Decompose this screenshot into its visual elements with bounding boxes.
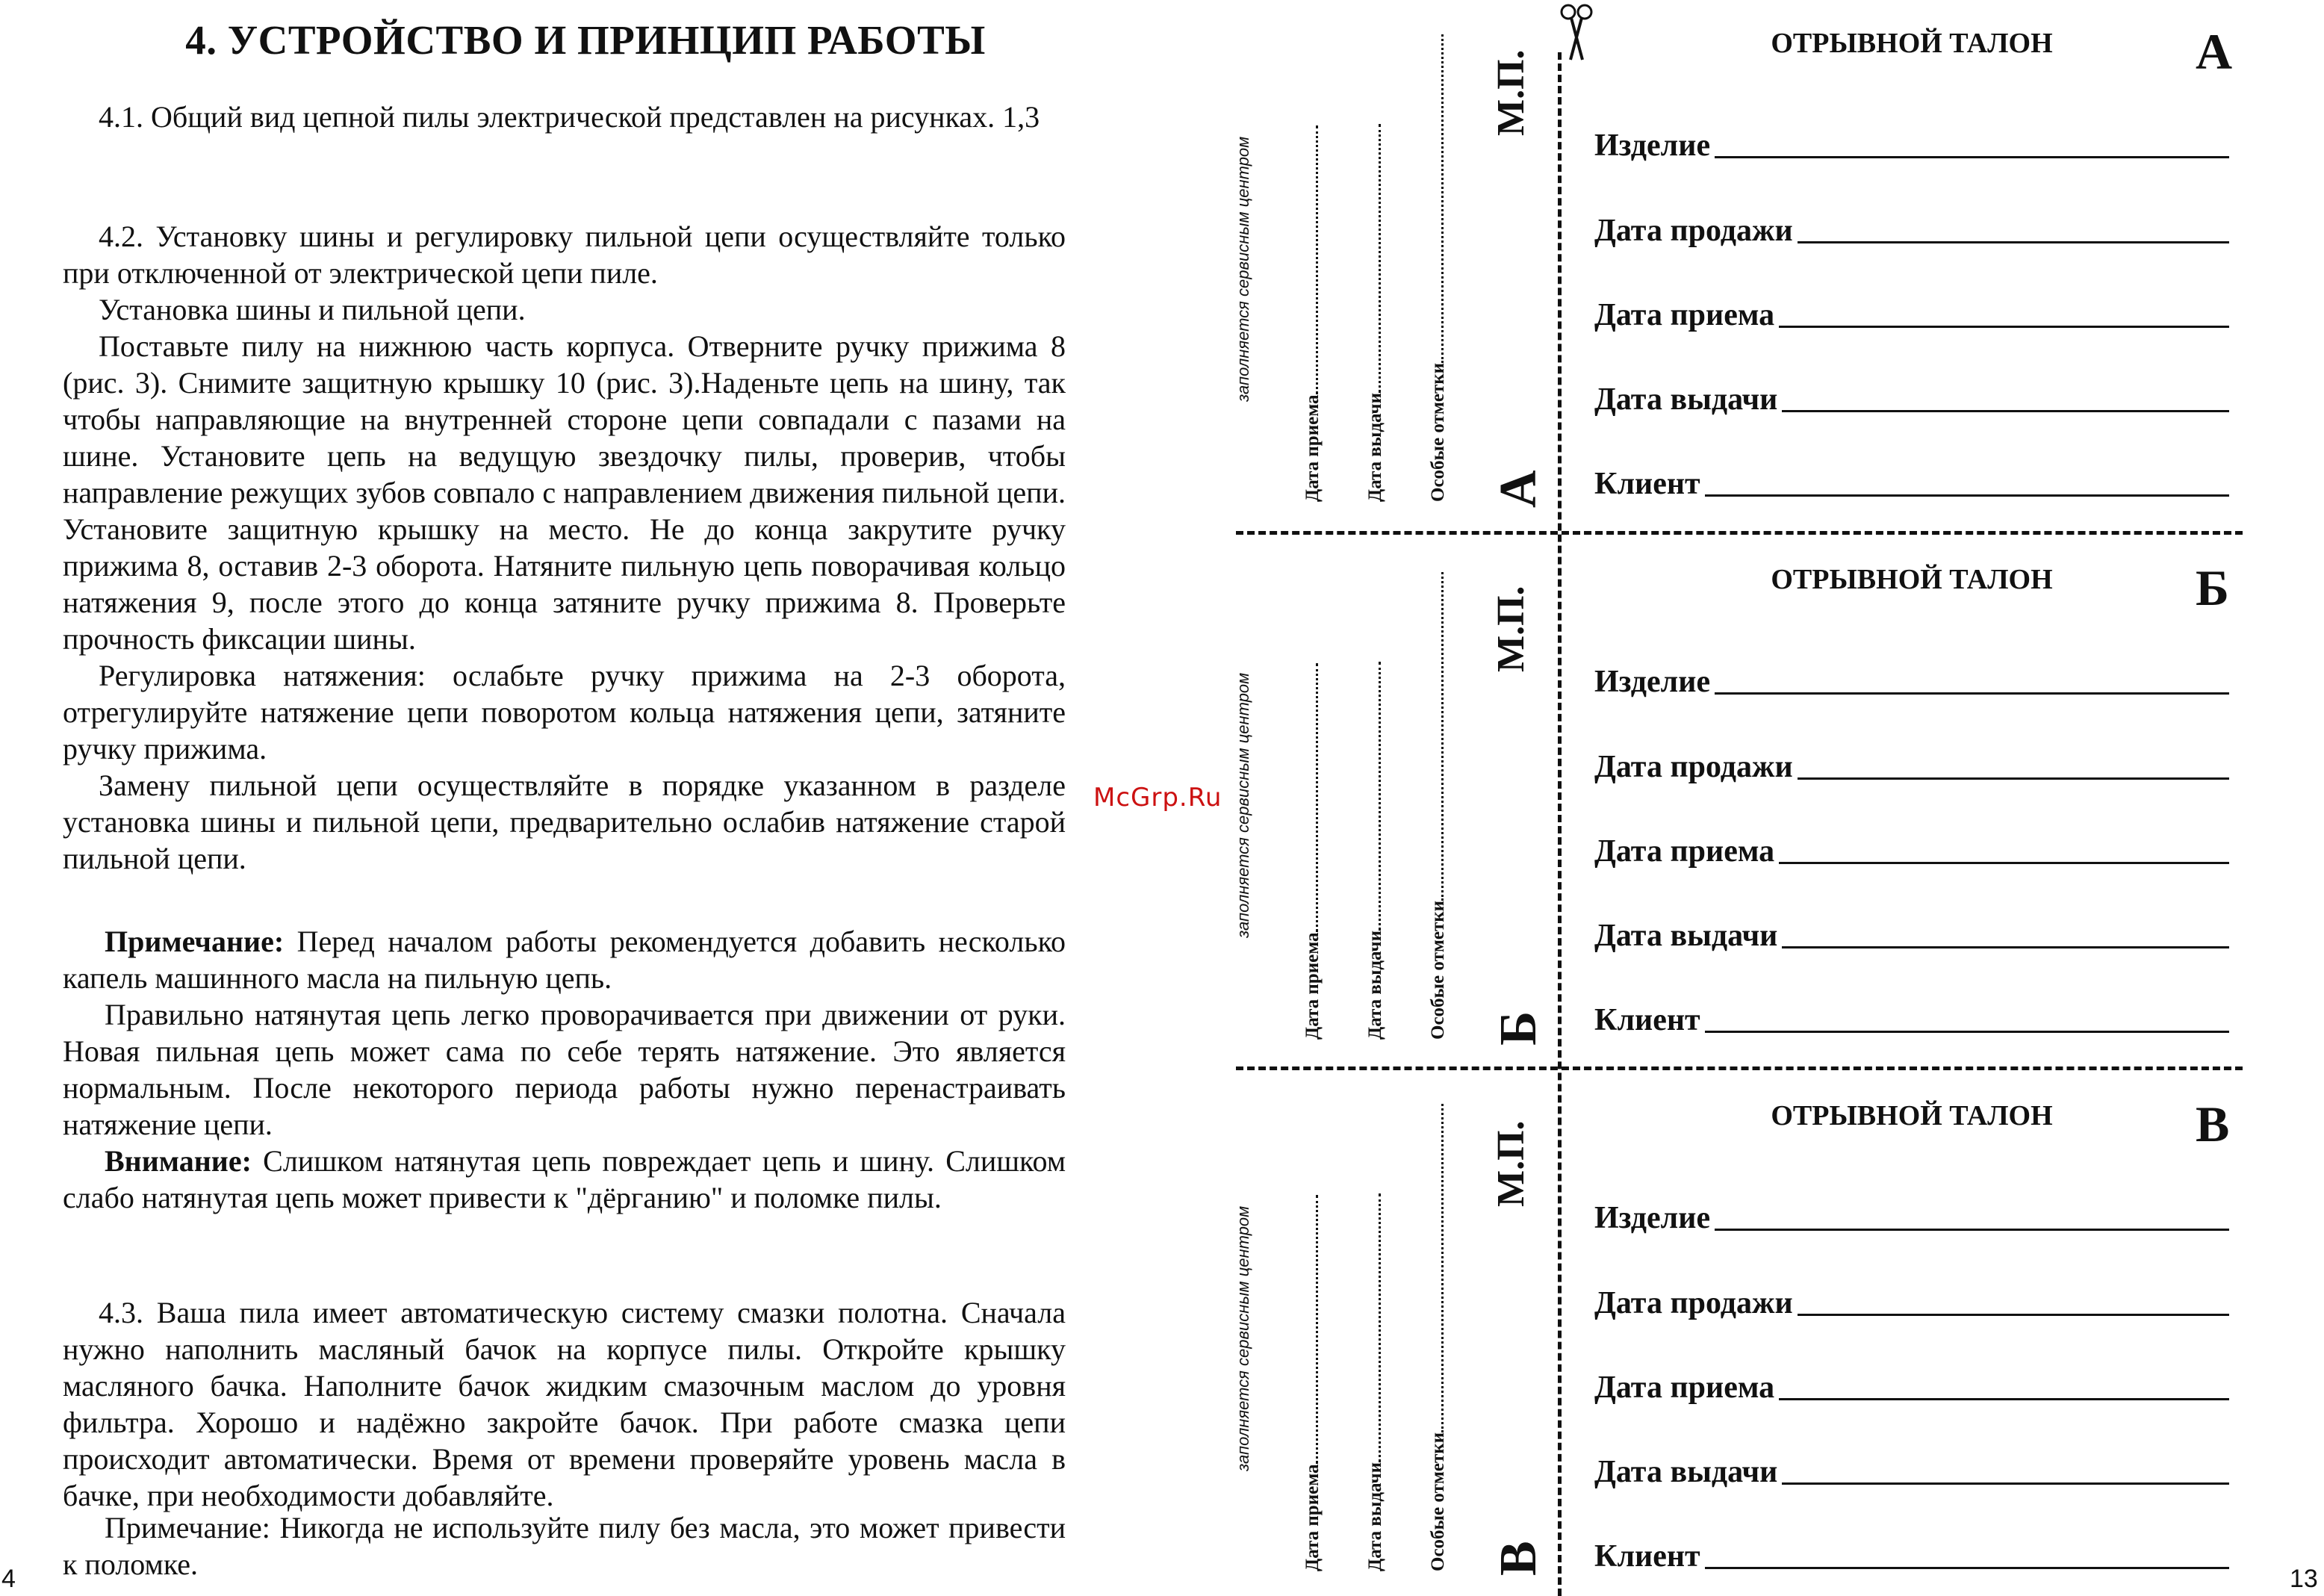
talon-a-receive-date-field[interactable]: Дата приема xyxy=(1594,294,2229,331)
talon-v-client-field[interactable]: Клиент xyxy=(1594,1535,2229,1572)
talon-a-sale-date-field[interactable]: Дата продажи xyxy=(1594,209,2229,246)
talon-a-title: ОТРЫВНОЙ ТАЛОН xyxy=(1771,28,2053,59)
talon-b-title: ОТРЫВНОЙ ТАЛОН xyxy=(1771,564,2053,595)
horizontal-cut-line-2 xyxy=(1236,1066,2243,1070)
stub-a-issue-date-dots xyxy=(1365,124,1381,393)
talon-a-issue-date-field[interactable]: Дата выдачи xyxy=(1594,378,2229,415)
horizontal-cut-line-1 xyxy=(1236,531,2243,535)
vertical-cut-line xyxy=(1558,52,1562,1596)
stub-b-receive-date-dots xyxy=(1302,663,1318,932)
stub-v-special-marks: Особые отметки xyxy=(1428,1104,1449,1571)
talon-a-letter: А xyxy=(2196,23,2233,80)
stub-b-issue-date-dots xyxy=(1365,662,1381,931)
paragraph-warning xyxy=(63,1143,1066,1216)
paragraph-chain-replace: Замену пильной цепи осуществляйте в порядке указанном в разделе установка шины и пильной цепи, предварительно ослабив натяжение старой пильной цепи. xyxy=(63,768,1066,875)
talon-v-sale-date-field[interactable]: Дата продажи xyxy=(1594,1282,2229,1319)
stub-a-stamp-place: М.П. xyxy=(1490,49,1532,136)
stub-v-note: заполняется сервисным центром xyxy=(1234,1205,1252,1471)
section-title: 4. УСТРОЙСТВО И ПРИНЦИП РАБОТЫ xyxy=(185,17,986,63)
talon-b-receive-date-field[interactable]: Дата приема xyxy=(1594,830,2229,867)
talon-b-product-field[interactable]: Изделие xyxy=(1594,660,2229,698)
paragraph-oil-note: Примечание: Никогда не используйте пилу без масла, это может привести к поломке. xyxy=(63,1511,1066,1581)
stub-b-special-marks: Особые отметки xyxy=(1428,572,1449,1040)
stub-a-special-marks-dots xyxy=(1428,34,1444,363)
talon-b-client-field[interactable]: Клиент xyxy=(1594,999,2229,1036)
paragraph-install-steps: Поставьте пилу на нижнюю часть корпуса. Отверните ручку прижима 8 (рис. 3). Снимите защитную крышку 10 (рис. 3).Наденьте цепь на шину, так чтобы направляющие на внутренней стороне цепи совпадали с пазами на шине. Установите цепь на ведущую звездочку пилы, проверив, чтобы направление режущих зубов совпало с направлением движения пильной цепи. Установите защитную крышку на место. Не до конца закрутите ручку прижима 8, оставив 2-3 оборота. Натяните пильную цепь поворачивая кольцо натяжения 9, после этого до конца затяните ручку прижима 8. Проверьте прочность фиксации шины. xyxy=(63,329,1066,656)
talon-a-product-field[interactable]: Изделие xyxy=(1594,124,2229,161)
stub-a-receive-date-dots xyxy=(1302,125,1318,394)
stub-v-issue-date-dots xyxy=(1365,1193,1381,1462)
paragraph-install-heading: Установка шины и пильной цепи. xyxy=(99,293,526,326)
stub-v-issue-date: Дата выдачи xyxy=(1365,1193,1386,1571)
talon-v-letter: В xyxy=(2196,1096,2230,1152)
stub-a-issue-date: Дата выдачи xyxy=(1365,124,1386,502)
talon-b-letter: Б xyxy=(2196,559,2229,616)
stub-v-receive-date: Дата приема xyxy=(1302,1195,1323,1571)
stub-b-special-marks-dots xyxy=(1428,572,1444,901)
talon-v-issue-date-field[interactable]: Дата выдачи xyxy=(1594,1450,2229,1488)
paragraph-tension-info: Правильно натянутая цепь легко проворачивается при движении от руки. Новая пильная цепь может сама по себе терять натяжение. Это является нормальным. После некоторого периода работы нужно перенастраивать натяжение цепи. xyxy=(63,998,1066,1141)
paragraph-tension-adjust: Регулировка натяжения: ослабьте ручку прижима на 2-3 оборота, отрегулируйте натяжение цепи поворотом кольца натяжения цепи, затяните ручку прижима. xyxy=(63,659,1066,766)
talon-v-product-field[interactable]: Изделие xyxy=(1594,1196,2229,1234)
stub-b-receive-date: Дата приема xyxy=(1302,663,1323,1040)
talon-v-title: ОТРЫВНОЙ ТАЛОН xyxy=(1771,1100,2053,1131)
stub-a-special-marks: Особые отметки xyxy=(1428,34,1449,502)
stub-a-letter: А xyxy=(1490,470,1547,508)
talon-a-client-field[interactable]: Клиент xyxy=(1594,462,2229,500)
stub-b-letter: Б xyxy=(1490,1010,1547,1046)
scissors-icon xyxy=(1558,3,1595,63)
watermark: McGrp.Ru xyxy=(1093,783,1222,813)
talon-b-sale-date-field[interactable]: Дата продажи xyxy=(1594,745,2229,783)
stub-a-receive-date: Дата приема xyxy=(1302,125,1323,502)
stub-a-note: заполняется сервисным центром xyxy=(1234,136,1252,402)
stub-b-stamp-place: М.П. xyxy=(1490,586,1532,672)
stub-b-issue-date: Дата выдачи xyxy=(1365,662,1386,1040)
stub-v-stamp-place: М.П. xyxy=(1490,1120,1532,1207)
stub-v-special-marks-dots xyxy=(1428,1104,1444,1432)
note-text: Перед началом работы рекомендуется добавить несколько капель машинного масла на пильную цепь. xyxy=(63,925,1066,995)
talon-v-receive-date-field[interactable]: Дата приема xyxy=(1594,1366,2229,1403)
stub-b-note: заполняется сервисным центром xyxy=(1234,672,1252,938)
stub-v-letter: В xyxy=(1490,1541,1547,1576)
paragraph-4-2: 4.2. Установку шины и регулировку пильной цепи осуществляйте только при отключенной от электрической цепи пиле. xyxy=(63,220,1066,290)
page-number-left: 4 xyxy=(1,1565,16,1593)
talon-b-issue-date-field[interactable]: Дата выдачи xyxy=(1594,914,2229,951)
warning-text: Слишком натянутая цепь повреждает цепь и шину. Слишком слабо натянутая цепь может привести к "дёрганию" и поломке пилы. xyxy=(63,1144,1066,1214)
paragraph-4-3: 4.3. Ваша пила имеет автоматическую систему смазки полотна. Сначала нужно наполнить масляный бачок на корпусе пилы. Откройте крышку масляного бачка. Наполните бачок жидким смазочным маслом до уровня фильтра. Хорошо и надёжно закройте бачок. При работе смазка цепи происходит автоматически. Время от времени проверяйте уровень масла в бачке, при необходимости добавляйте. xyxy=(63,1296,1066,1512)
warning-label: Внимание: xyxy=(105,1144,252,1178)
stub-v-receive-date-dots xyxy=(1302,1195,1318,1464)
paragraph-note xyxy=(63,923,1066,996)
note-label: Примечание: xyxy=(105,925,285,958)
page-number-right: 13 xyxy=(2290,1565,2318,1593)
paragraph-4-1: 4.1. Общий вид цепной пилы электрической представлен на рисунках. 1,3 xyxy=(99,100,1040,134)
